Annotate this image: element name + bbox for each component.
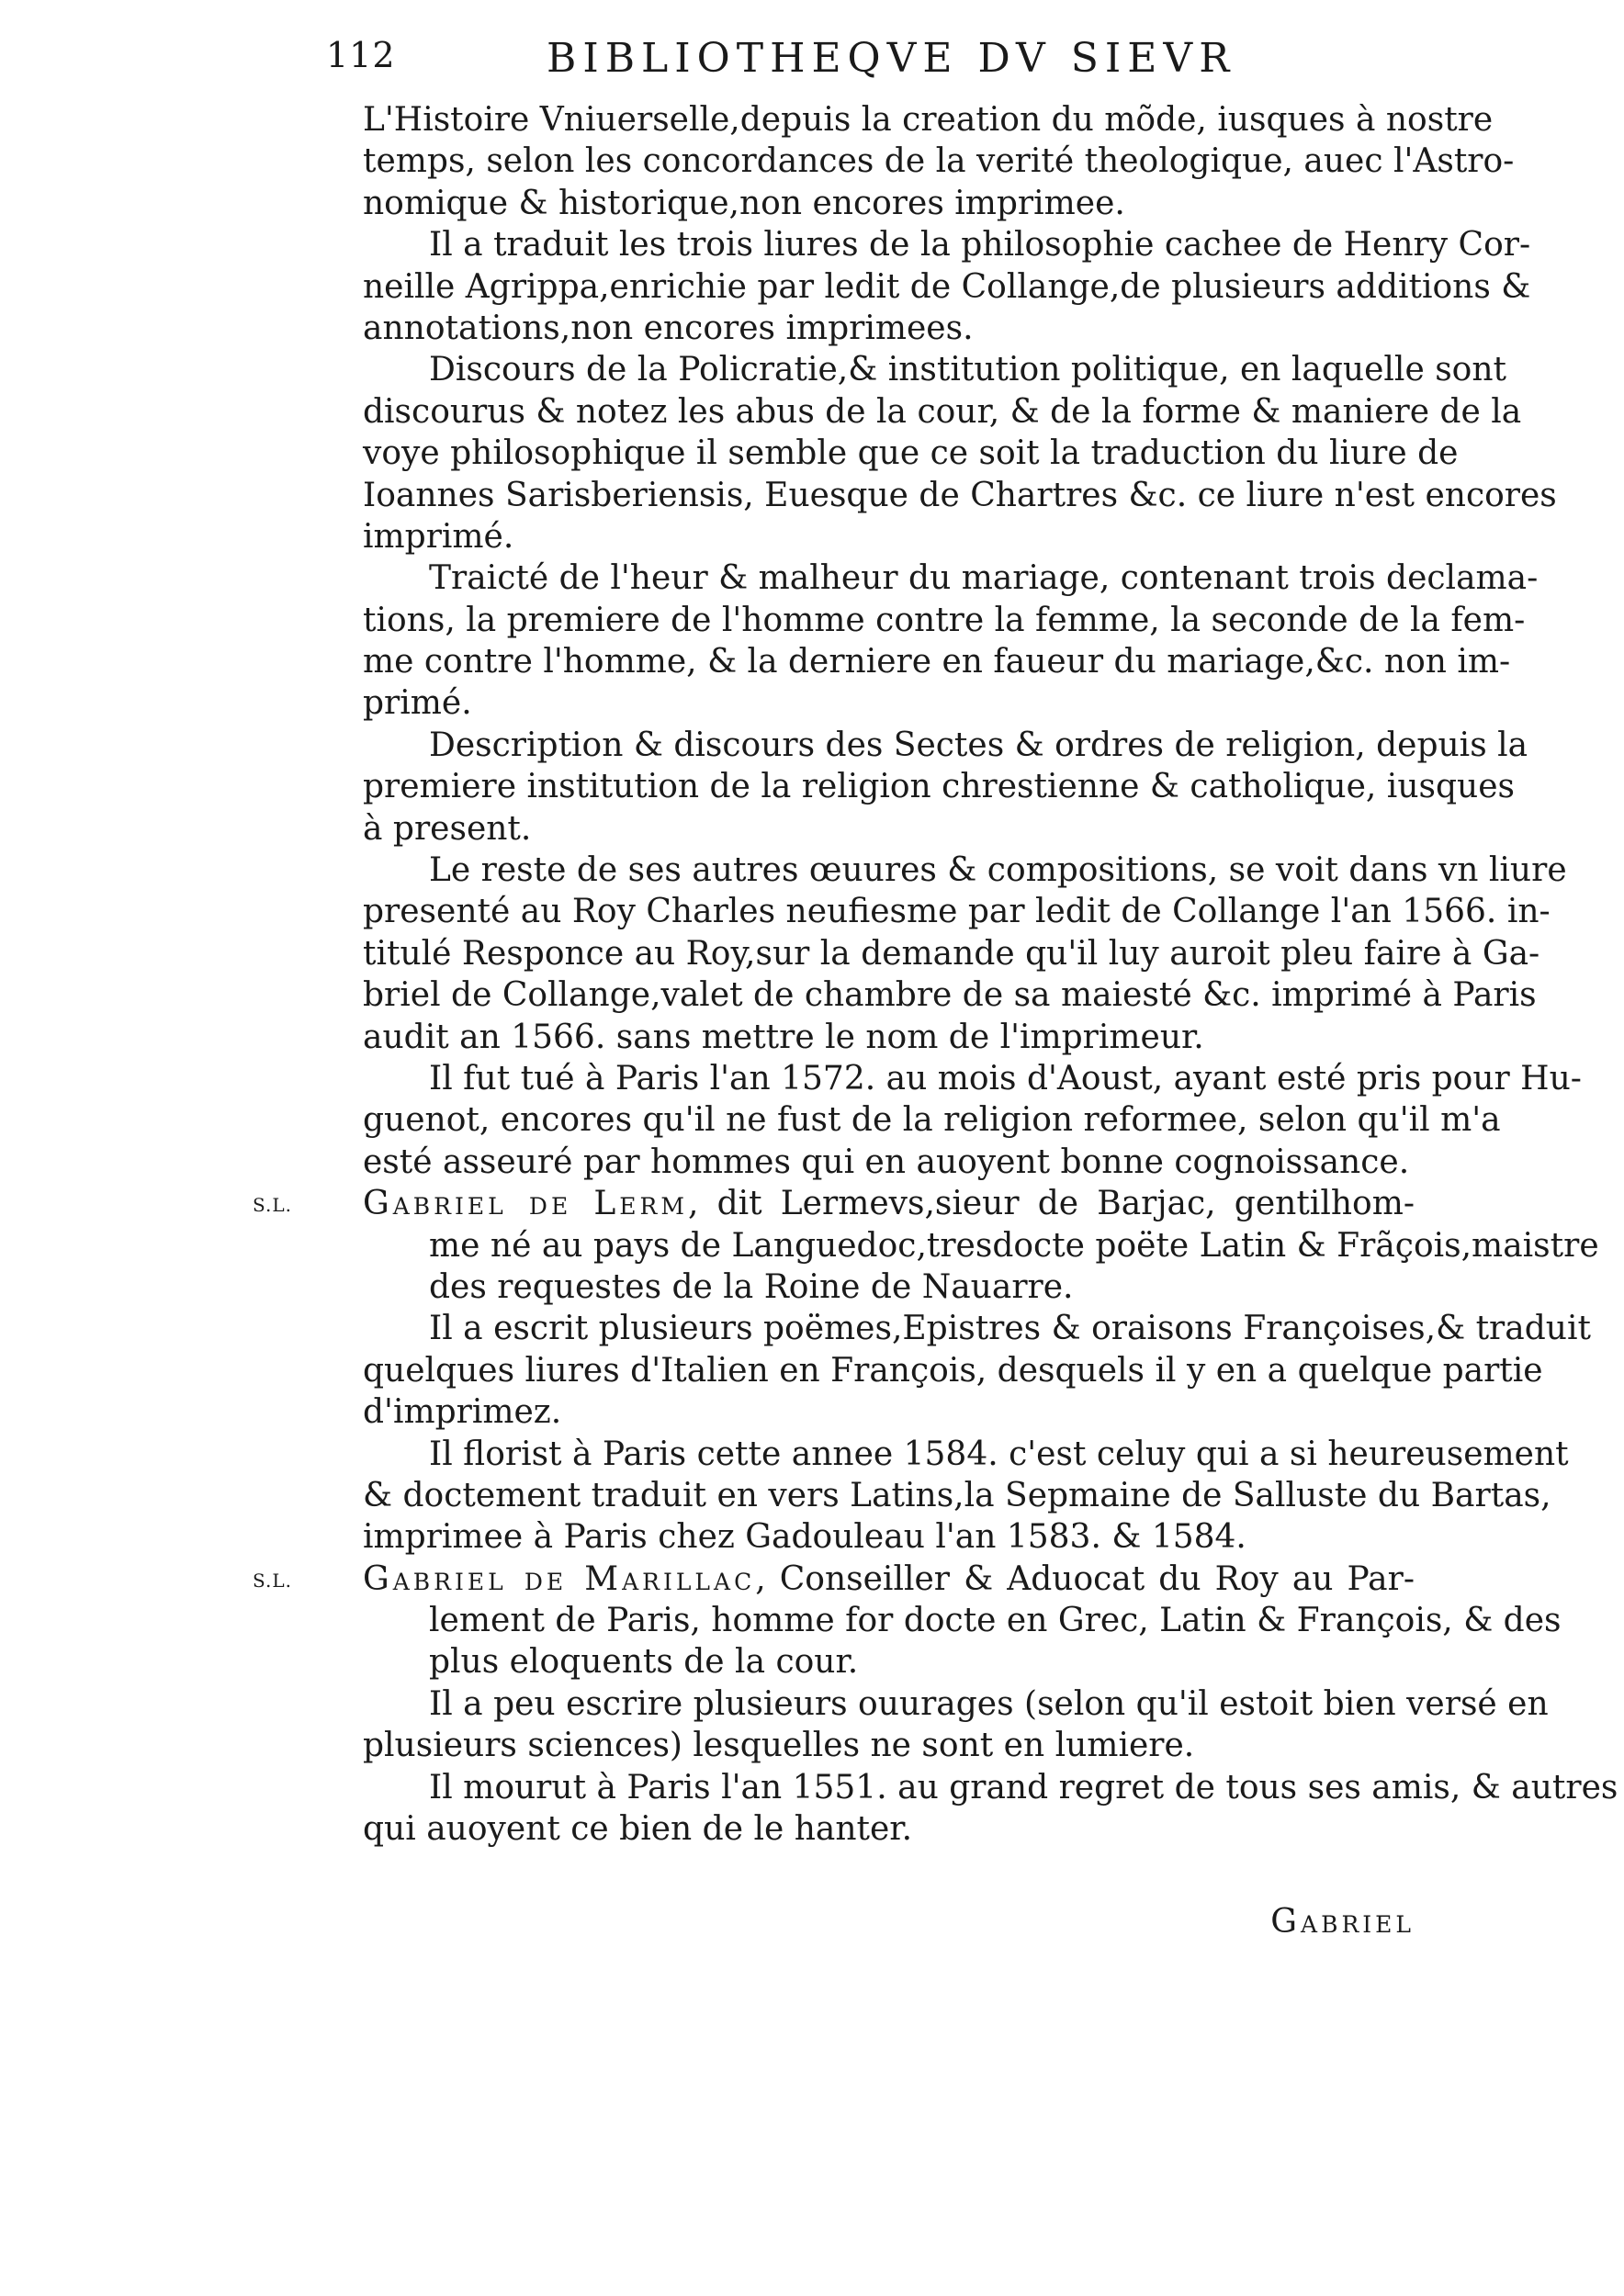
text-line: voye philosophique il semble que ce soit la traduction du liure de — [363, 434, 1459, 473]
text-line: Il florist à Paris cette annee 1584. c'est celuy qui a si heureusement — [429, 1435, 1569, 1473]
text-line: quelques liures d'Italien en François, desquels il y en a quelque partie — [363, 1351, 1543, 1390]
margin-note: S.L. — [253, 1194, 292, 1217]
text-line: titulé Responce au Roy,sur la demande qu'il luy auroit pleu faire à Ga- — [363, 934, 1540, 973]
text-line: me né au pays de Languedoc,tresdocte poëte Latin & Frãçois,maistre — [429, 1226, 1599, 1265]
text-line: neille Agrippa,enrichie par ledit de Collange,de plusieurs additions & — [363, 267, 1531, 306]
text-line: plusieurs sciences) lesquelles ne sont en lumiere. — [363, 1727, 1195, 1765]
text-line: nomique & historique,non encores imprimee. — [363, 184, 1125, 222]
running-title: BIBLIOTHEQVE DV SIEVR — [547, 35, 1236, 82]
text-line: tions, la premiere de l'homme contre la femme, la seconde de la fem- — [363, 601, 1526, 639]
margin-note: S.L. — [253, 1570, 292, 1592]
text-line: L'Histoire Vniuerselle,depuis la creation du mõde, iusques à nostre — [363, 101, 1494, 139]
text-line: Description & discours des Sectes & ordres de religion, depuis la — [429, 726, 1528, 764]
text-line: qui auoyent ce bien de le hanter. — [363, 1810, 913, 1849]
page-number: 112 — [326, 35, 396, 75]
text-line: guenot, encores qu'il ne fust de la religion reformee, selon qu'il m'a — [363, 1101, 1501, 1140]
text-line: presenté au Roy Charles neufiesme par ledit de Collange l'an 1566. in- — [363, 893, 1551, 931]
text-line: discourus & notez les abus de la cour, & de la forme & maniere de la — [363, 392, 1522, 431]
text-line: à present. — [363, 809, 532, 848]
text-line: premiere institution de la religion chrestienne & catholique, iusques — [363, 768, 1515, 806]
text-line: Il mourut à Paris l'an 1551. au grand regret de tous ses amis, & autres — [429, 1768, 1618, 1806]
text-line: imprimé. — [363, 517, 514, 556]
text-line: plus eloquents de la cour. — [429, 1643, 859, 1682]
text-line: Il a traduit les trois liures de la philosophie cachee de Henry Cor- — [429, 226, 1531, 264]
text-line: & doctement traduit en vers Latins,la Sepmaine de Salluste du Bartas, — [363, 1476, 1551, 1514]
text-line: audit an 1566. sans mettre le nom de l'imprimeur. — [363, 1018, 1204, 1056]
page-header — [326, 35, 1419, 90]
text-line: Le reste de ses autres œuures & compositions, se voit dans vn liure — [429, 851, 1567, 890]
text-line: lement de Paris, homme for docte en Grec, Latin & François, & des — [429, 1602, 1562, 1640]
text-line: esté asseuré par hommes qui en auoyent bonne cognoissance. — [363, 1142, 1410, 1181]
text-line: temps, selon les concordances de la verité theologique, auec l'Astro- — [363, 142, 1515, 181]
text-line: des requestes de la Roine de Nauarre. — [429, 1267, 1074, 1306]
text-line: primé. — [363, 684, 472, 723]
text-body — [363, 99, 1618, 1850]
catchword: Gabriel — [1270, 1903, 1415, 1941]
text-line: Traicté de l'heur & malheur du mariage, contenant trois declama- — [429, 559, 1539, 598]
text-line: d'imprimez. — [363, 1393, 562, 1432]
text-line: Discours de la Policratie,& institution politique, en laquelle sont — [429, 351, 1506, 389]
text-line: Il fut tué à Paris l'an 1572. au mois d'Aoust, ayant esté pris pour Hu- — [429, 1059, 1582, 1097]
text-line: imprimee à Paris chez Gadouleau l'an 1583. & 1584. — [363, 1518, 1246, 1557]
text-line: annotations,non encores imprimees. — [363, 309, 974, 347]
entry-heading-line: Gabriel de Marillac, Conseiller & Aduocat du Roy au Par- — [363, 1559, 1415, 1598]
entry-heading-line: Gabriel de Lerm, dit Lermevs,sieur de Barjac, gentilhom- — [363, 1185, 1415, 1223]
text-line: briel de Collange,valet de chambre de sa maiesté &c. imprimé à Paris — [363, 976, 1537, 1015]
text-line: Il a peu escrire plusieurs ouurages (selon qu'il estoit bien versé en — [429, 1684, 1549, 1723]
text-line: me contre l'homme, & la derniere en faueur du mariage,&c. non im- — [363, 643, 1511, 681]
text-line: Il a escrit plusieurs poëmes,Epistres & oraisons Françoises,& traduit — [429, 1310, 1591, 1348]
text-line: Ioannes Sarisberiensis, Euesque de Chartres &c. ce liure n'est encores — [363, 476, 1557, 514]
